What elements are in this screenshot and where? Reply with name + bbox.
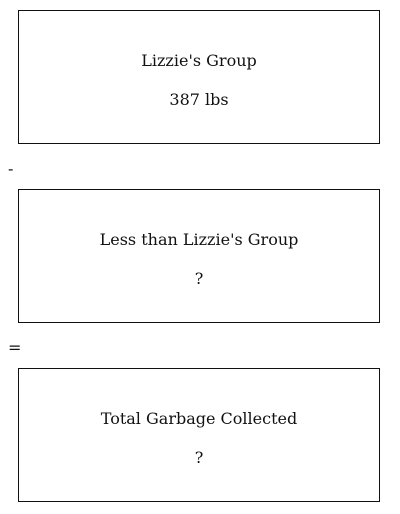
minus-operator: - [8,159,14,178]
total-garbage-box [18,368,380,502]
less-than-box [18,189,380,323]
total-garbage-value: ? [194,448,204,467]
lizzies-group-label: Lizzie's Group [141,51,257,70]
lizzies-group-box [18,10,380,144]
less-than-value: ? [194,269,204,288]
less-than-label: Less than Lizzie's Group [99,230,299,249]
total-garbage-label: Total Garbage Collected [100,409,298,428]
equals-operator: = [8,338,22,357]
lizzies-group-value: 387 lbs [169,90,229,109]
